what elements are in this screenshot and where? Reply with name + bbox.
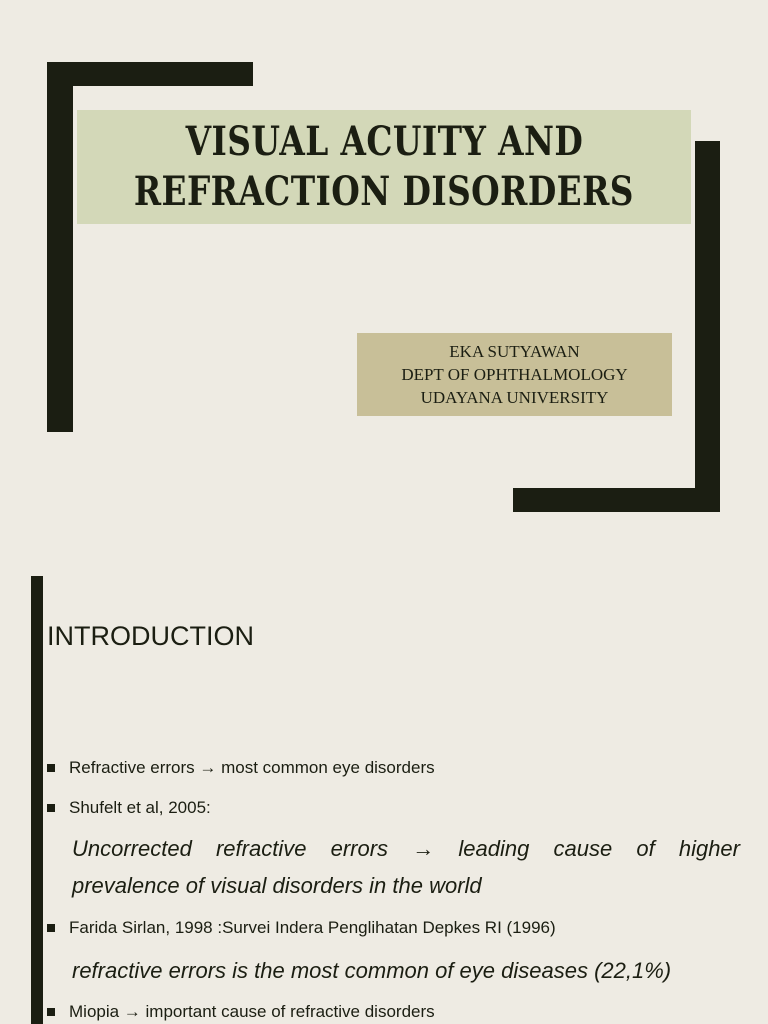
bullet-text: Farida Sirlan, 1998 :Survei Indera Penglihatan Depkes RI (1996) <box>69 918 556 937</box>
author-box <box>357 333 672 416</box>
bullet-square-icon <box>47 924 55 932</box>
section-heading: INTRODUCTION <box>47 621 254 651</box>
bullet-text: Refractive errors → most common eye disorders <box>69 758 435 777</box>
quote-block <box>72 952 671 989</box>
bullet-item <box>47 798 211 818</box>
bullet-square-icon <box>47 1008 55 1016</box>
introduction-slide <box>0 540 768 1024</box>
slide-title-line-1: VISUAL ACUITY AND <box>185 118 583 165</box>
bullet-item <box>47 918 556 938</box>
bullet-square-icon <box>47 764 55 772</box>
author-department: DEPT OF OPHTHALMOLOGY <box>401 365 628 384</box>
top-left-frame-vertical <box>47 62 73 432</box>
bottom-right-frame-horizontal <box>513 488 720 512</box>
bullet-item <box>47 1002 435 1022</box>
quote-line: refractive errors is the most common of eye diseases (22,1%) <box>72 958 672 983</box>
quote-line: Uncorrected refractive errors → leading cause of higher <box>72 836 740 861</box>
bullet-item <box>47 758 435 778</box>
quote-line: prevalence of visual disorders in the world <box>72 873 482 898</box>
bullet-text: Miopia → important cause of refractive disorders <box>69 1002 435 1021</box>
author-university: UDAYANA UNIVERSITY <box>420 388 609 407</box>
bullet-square-icon <box>47 804 55 812</box>
title-box <box>77 110 691 224</box>
top-left-frame-horizontal <box>47 62 253 86</box>
slide-title-line-2: REFRACTION DISORDERS <box>134 168 634 215</box>
author-name: EKA SUTYAWAN <box>449 342 580 361</box>
quote-block <box>72 830 740 904</box>
bottom-right-frame-vertical <box>695 141 720 512</box>
bullet-text: Shufelt et al, 2005: <box>69 798 211 817</box>
left-accent-bar <box>31 576 43 1024</box>
